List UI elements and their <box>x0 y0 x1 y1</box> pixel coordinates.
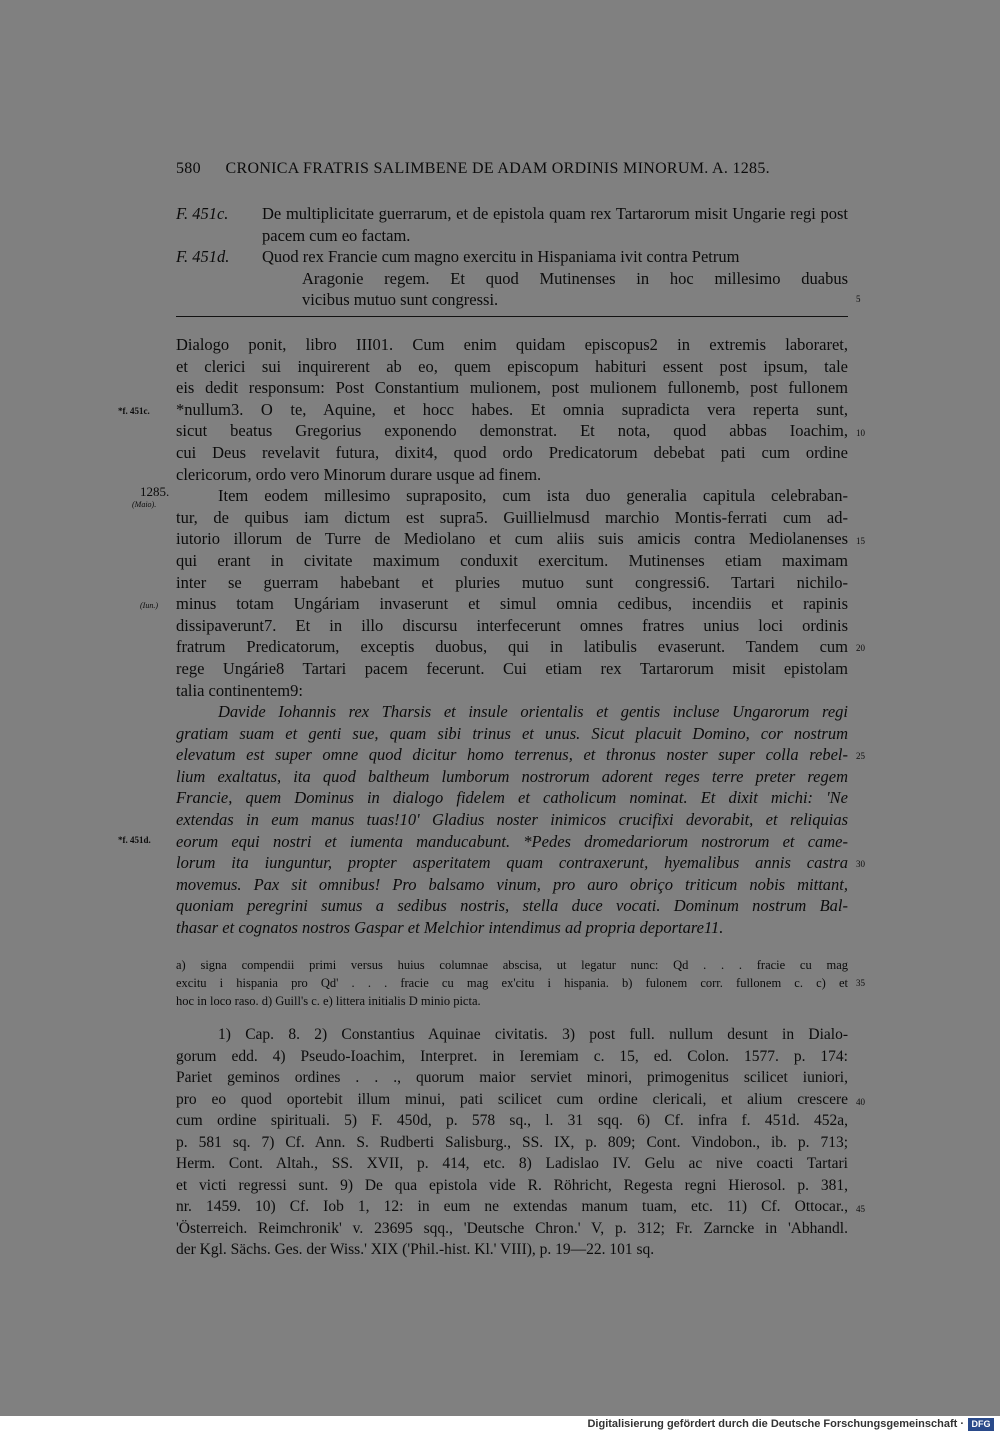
margin-year: 1285. <box>140 484 170 499</box>
text-line: eis dedit responsum: Post Constantium mulionem, post mulionem fullonemb, post fullonem <box>176 378 848 398</box>
text-line: et clerici sui inquirerent ab eo, quem episcopum habituri essent post ipsum, tale <box>176 356 848 376</box>
line-number: 45 <box>856 1204 865 1214</box>
footnote-line: gorum edd. 4) Pseudo-Ioachim, Interpret. in Ieremiam c. 15, ed. Colon. 1577. p. 174: <box>176 1047 848 1065</box>
text-line: quoniam peregrini sumus a sedibus nostris, stella duce vocati. Dominum nostrum Bal- <box>176 896 848 916</box>
line-number: 30 <box>856 859 865 869</box>
line-number: 25 <box>856 751 865 761</box>
text-line: tur, de quibus iam dictum est supra5. Guillielmusd marchio Montis-ferrati cum ad- <box>176 507 848 527</box>
apparatus-line: hoc in loco raso. d) Guill's c. e) littera initialis D minio picta. <box>176 994 481 1008</box>
line-number: 40 <box>856 1097 865 1107</box>
footnote-line: 1) Cap. 8. 2) Constantius Aquinae civitatis. 3) post full. nullum desunt in Dialo- <box>218 1026 848 1043</box>
footnote-line: 'Österreich. Reimchronik' v. 23695 sqq., 'Deutsche Chron.' V, p. 312; Fr. Zarncke in 'Abhandl. <box>176 1219 848 1237</box>
text-line: movemus. Pax sit omnibus! Pro balsamo vinum, pro auro obriço triticum nobis mittant, <box>176 874 848 894</box>
text-line: iutorio illorum de Turre de Mediolano et cum aliis suis amicis contra Mediolanenses <box>176 529 848 549</box>
toc-line: Quod rex Francie cum magno exercitu in Hispaniama ivit contra Petrum <box>262 247 740 266</box>
text-line: gratiam suam et genti sue, quam sibi trinus et unus. Sicut placuit Domino, cor nostrum <box>176 723 848 743</box>
text-line: elevatum est super omne quod dicitur homo terrenus, et thronus noster super colla rebel- <box>176 745 848 765</box>
footnote-line: nr. 1459. 10) Cf. Iob 1, 12: in eum ne extendas manum tuam, etc. 11) Cf. Ottocar., <box>176 1198 848 1215</box>
footnote-line: der Kgl. Sächs. Ges. der Wiss.' XIX ('Phil.-hist. Kl.' VIII), p. 19—22. 101 sq. <box>176 1241 655 1258</box>
footnote-line: cum ordine spirituali. 5) F. 450d, p. 578 sq., l. 31 sqq. 6) Cf. infra f. 451d. 452a, <box>176 1112 848 1129</box>
footnotes <box>176 1024 848 1261</box>
text-line: lorum ita iunguntur, propter asperitatem quam contraxerunt, hyemalibus annis castra <box>176 853 848 873</box>
footer-credit: Digitalisierung gefördert durch die Deutsche Forschungsgemeinschaft · <box>587 1418 964 1430</box>
text-line: eorum equi nostri et iumenta manducabunt. *Pedes dromedariorum nostrorum et came- <box>176 831 848 851</box>
toc-entry-2 <box>176 246 848 311</box>
text-line: lium exaltatus, ita quod baltheum lumborum nostrorum adorent reges terre preter regem <box>176 766 848 786</box>
running-header <box>176 160 770 178</box>
text-line: thasar et cognatos nostros Gaspar et Melchior intendimus ad propria deportare11. <box>176 918 724 938</box>
main-text <box>176 334 848 939</box>
margin-month: (Maio). <box>132 500 157 509</box>
section-divider <box>176 316 848 317</box>
text-line: inter se guerram habebant et pluries mutuo sunt congressi6. Tartari nichilo- <box>176 572 848 592</box>
text-line: clericorum, ordo vero Minorum durare usque ad finem. <box>176 464 542 484</box>
line-number: 15 <box>856 536 865 546</box>
margin-folio-note: *f. 451d. <box>118 835 151 845</box>
margin-folio-note: *f. 451c. <box>118 406 150 416</box>
apparatus-line: excitu i hispania pro Qd' . . . fracie cu mag ex'citu i hispania. b) fulonem corr. fullonem c. c) et <box>176 976 848 990</box>
line-number: 20 <box>856 643 865 653</box>
toc-text-content: De multiplicitate guerrarum, et de epistola quam rex Tartarorum misit Ungarie regi post pacem cum eo factam. <box>262 204 848 245</box>
toc-text <box>262 203 848 246</box>
footnote-line: Pariet geminos ordines . . ., quorum maior serviet minori, primogenitus scilicet iuniori, <box>176 1069 848 1086</box>
page-number: 580 <box>176 160 201 177</box>
text-line: rege Ungárie8 Tartari pacem fecerunt. Cui etiam rex Tartarorum misit epistolam <box>176 658 848 678</box>
running-title: CRONICA FRATRIS SALIMBENE DE ADAM ORDINIS MINORUM. A. 1285. <box>225 160 770 177</box>
footnote-line: pro eo quod oportebit illum minui, pati scilicet cum ordine clericali, et alium crescere <box>176 1090 848 1108</box>
toc-line: vicibus mutuo sunt congressi. <box>302 290 499 309</box>
toc-ref: F. 451c. <box>176 204 229 223</box>
text-line: fratrum Predicatorum, exceptis duobus, qui in latibulis evaserunt. Tandem cum <box>176 637 848 657</box>
footnote-line: Herm. Cont. Altah., SS. XVII, p. 414, etc. 8) Ladislao IV. Gelu ac nive coacti Tartari <box>176 1155 848 1172</box>
footnote-line: et victi regressi sunt. 9) De qua epistola vide R. Röhricht, Regesta regni Hierosol. p. 381, <box>176 1176 848 1194</box>
text-line: talia continentem9: <box>176 680 303 700</box>
text-line: Item eodem millesimo suprapositο, cum ista duo generalia capitula celebraban- <box>218 486 848 506</box>
footnote-line: p. 581 sq. 7) Cf. Ann. S. Rudberti Salisburg., SS. IX, p. 809; Cont. Vindobon., ib. p. 713; <box>176 1133 848 1151</box>
text-line: Dialogo ponit, libro III01. Cum enim quidam episcopus2 in extremis laboraret, <box>176 335 848 354</box>
text-line: *nullum3. O te, Aquine, et hocc habes. Et omnia supradicta vera reperta sunt, <box>176 399 848 419</box>
apparatus-line: a) signa compendii primi versus huius columnae abscisa, ut legatur nunc: Qd . . . fracie cu mag <box>176 958 848 972</box>
dfg-logo: DFG <box>968 1418 994 1431</box>
line-number: 10 <box>856 428 865 438</box>
text-line: qui erant in civitate maximum conduxit exercitum. Mutinenses etiam maximam <box>176 550 848 570</box>
toc-entry-1 <box>176 203 848 246</box>
text-line: sicut beatus Gregorius exponendo demonstrat. Et nota, quod abbas Ioachim, <box>176 421 848 441</box>
text-line: dissipaverunt7. Et in illo discursu interfecerunt omnes fratres unius loci ordinis <box>176 615 848 635</box>
digitization-footer <box>0 1416 1000 1434</box>
text-line: minus totam Ungáriam invaserunt et simul omnia cedibus, incendiis et rapinis <box>176 594 848 614</box>
text-line: cui Deus revelavit futura, dixit4, quod ordo Predicatorum debebat pati cum ordine <box>176 442 848 462</box>
toc-line: Aragonie regem. Et quod Mutinenses in hoc millesimo duabus <box>302 268 848 288</box>
toc-ref: F. 451d. <box>176 247 230 266</box>
line-number: 35 <box>856 978 865 988</box>
critical-apparatus <box>176 956 848 1010</box>
margin-month: (Iun.) <box>140 601 158 610</box>
text-line: Davide Iohannis rex Tharsis et insule orientalis et gentis incluse Ungarorum regi <box>218 702 848 722</box>
text-line: Francie, quem Dominus in dialogo fidelem et catholicum nominat. Et dixit michi: 'Ne <box>176 788 848 808</box>
line-number: 5 <box>856 294 861 304</box>
text-line: extendas in eum manus tuas!10' Gladius noster inimicos crucifixi devorabit, et reliquias <box>176 810 848 830</box>
